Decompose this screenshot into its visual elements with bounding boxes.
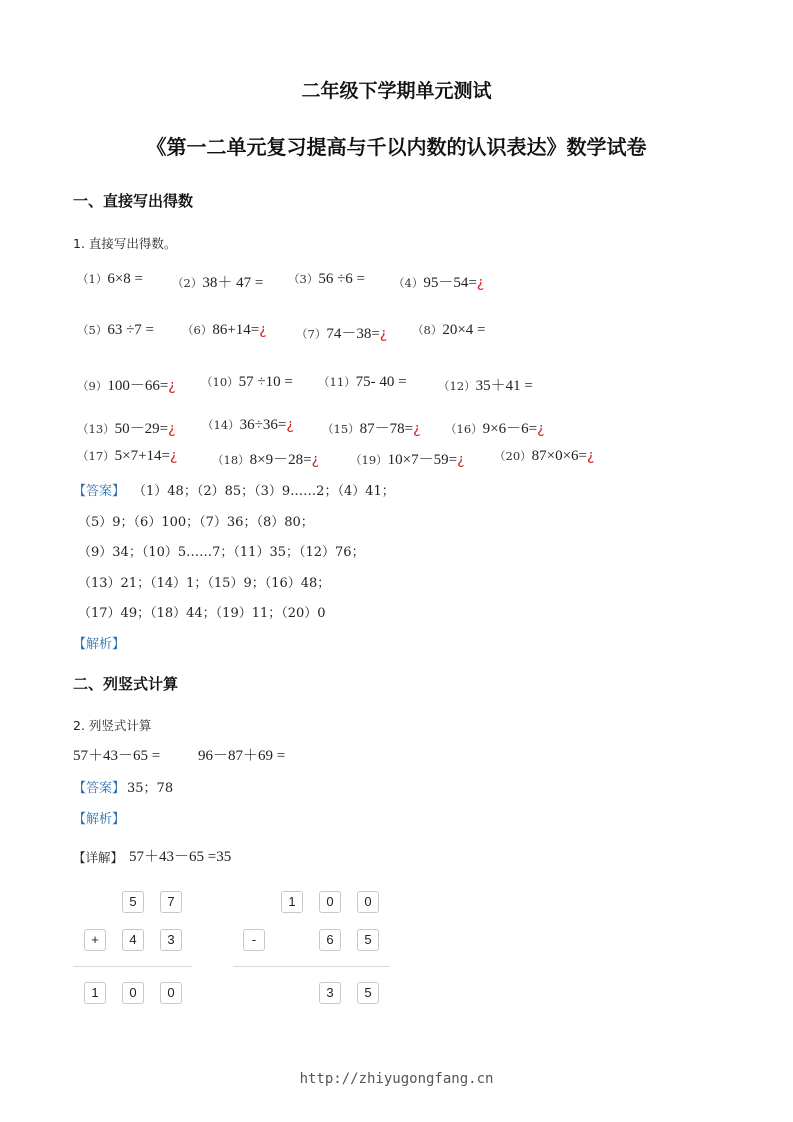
exercise-number: （5） bbox=[77, 323, 108, 337]
exercise-expression: 56 ÷6 = bbox=[318, 271, 366, 287]
operator-box: - bbox=[243, 929, 265, 951]
answer-tag-2: 【答案】 bbox=[73, 781, 126, 796]
digit-box: 1 bbox=[84, 982, 106, 1004]
exercise-number: （8） bbox=[412, 323, 443, 337]
placeholder-mark: ¿ bbox=[168, 378, 176, 394]
exercise-item bbox=[438, 374, 533, 395]
exercise-number: （1） bbox=[77, 272, 108, 286]
exercise-item bbox=[350, 448, 465, 469]
placeholder-mark: ¿ bbox=[457, 452, 465, 468]
question-2: 2. 列竖式计算 bbox=[73, 718, 152, 733]
digit-box: 0 bbox=[122, 982, 144, 1004]
exercise-number: （7） bbox=[296, 327, 327, 341]
exercise-expression: 10×7－59= bbox=[387, 452, 458, 468]
placeholder-mark: ¿ bbox=[168, 421, 176, 437]
exercise-number: （4） bbox=[393, 276, 424, 290]
detail-tag: 【详解】 bbox=[73, 850, 124, 865]
exercise-number: （15） bbox=[322, 422, 360, 436]
question-1: 1. 直接写出得数。 bbox=[73, 236, 177, 251]
exercise-item bbox=[77, 322, 154, 339]
exercise-expression: 6×8 = bbox=[107, 271, 143, 287]
exercise-expression: 75- 40 = bbox=[355, 374, 407, 390]
answer-2: 35；78 bbox=[127, 781, 174, 796]
exercise-number: （19） bbox=[350, 453, 388, 467]
exercise-expression: 36÷36= bbox=[239, 417, 287, 433]
exercise-number: （6） bbox=[182, 323, 213, 337]
answer-tag: 【答案】 bbox=[73, 484, 126, 499]
placeholder-mark: ¿ bbox=[259, 322, 267, 338]
exercise-expression: 87×0×6= bbox=[531, 448, 588, 464]
digit-box: 6 bbox=[319, 929, 341, 951]
exercise-item bbox=[393, 271, 484, 292]
vertical-expr-2: 96－87＋69 = bbox=[198, 748, 286, 764]
answer-line: （13）21；（14）1；（15）9；（16）48； bbox=[78, 576, 331, 591]
exercise-number: （16） bbox=[445, 422, 483, 436]
placeholder-mark: ¿ bbox=[379, 326, 388, 342]
analysis-tag-2: 【解析】 bbox=[73, 812, 126, 827]
exercise-item bbox=[322, 417, 421, 438]
footer-url[interactable]: http://zhiyugongfang.cn bbox=[299, 1071, 494, 1087]
exercise-expression: 57 ÷10 = bbox=[238, 374, 293, 390]
page-title: 二年级下学期单元测试 bbox=[301, 80, 492, 102]
exercise-number: （13） bbox=[77, 422, 115, 436]
exercise-expression: 38＋ 47 = bbox=[202, 275, 264, 291]
exercise-expression: 74－38= bbox=[326, 326, 380, 342]
operator-box: + bbox=[84, 929, 106, 951]
vertical-expr-1: 57＋43－65 = bbox=[73, 748, 161, 764]
analysis-tag: 【解析】 bbox=[73, 637, 126, 652]
exercise-item bbox=[201, 374, 293, 391]
exercise-item bbox=[77, 417, 176, 438]
answer-line: （1）48；（2）85；（3）9……2；（4）41； bbox=[133, 484, 395, 499]
exercise-expression: 95－54= bbox=[423, 275, 477, 291]
exercise-item bbox=[77, 374, 176, 395]
section2-heading: 二、列竖式计算 bbox=[73, 675, 179, 693]
exercise-number: （2） bbox=[172, 276, 203, 290]
exercise-item bbox=[182, 322, 267, 339]
exercise-expression: 100－66= bbox=[107, 378, 169, 394]
exercise-item bbox=[494, 448, 594, 465]
digit-box: 0 bbox=[357, 891, 379, 913]
exercise-item bbox=[212, 448, 319, 469]
digit-box: 5 bbox=[122, 891, 144, 913]
exercise-item bbox=[318, 374, 407, 391]
exercise-item bbox=[77, 448, 177, 465]
exercise-number: （12） bbox=[438, 379, 476, 393]
exercise-number: （3） bbox=[288, 272, 319, 286]
result-line bbox=[73, 966, 192, 967]
exercise-number: （14） bbox=[202, 418, 240, 432]
answer-line: （17）49；（18）44；（19）11；（20）0 bbox=[78, 606, 326, 621]
digit-box: 0 bbox=[319, 891, 341, 913]
digit-box: 5 bbox=[357, 982, 379, 1004]
exercise-expression: 87－78= bbox=[359, 421, 414, 437]
exercise-expression: 63 ÷7 = bbox=[107, 322, 155, 338]
placeholder-mark: ¿ bbox=[476, 275, 485, 291]
exercise-number: （17） bbox=[77, 449, 115, 463]
placeholder-mark: ¿ bbox=[286, 417, 294, 433]
exercise-expression: 5×7+14= bbox=[114, 448, 171, 464]
exercise-item bbox=[77, 271, 143, 288]
digit-box: 4 bbox=[122, 929, 144, 951]
exercise-number: （18） bbox=[212, 453, 250, 467]
exercise-number: （20） bbox=[494, 449, 532, 463]
placeholder-mark: ¿ bbox=[587, 448, 595, 464]
result-line bbox=[233, 966, 390, 967]
exercise-item bbox=[202, 417, 294, 434]
exercise-expression: 50－29= bbox=[114, 421, 169, 437]
exercise-item bbox=[296, 322, 387, 343]
digit-box: 5 bbox=[357, 929, 379, 951]
placeholder-mark: ¿ bbox=[413, 421, 421, 437]
exercise-item bbox=[172, 271, 263, 292]
digit-box: 1 bbox=[281, 891, 303, 913]
section1-heading: 一、直接写出得数 bbox=[73, 192, 194, 210]
answer-line: （5）9；（6）100；（7）36；（8）80； bbox=[78, 515, 314, 530]
digit-box: 3 bbox=[160, 929, 182, 951]
placeholder-mark: ¿ bbox=[170, 448, 178, 464]
exercise-number: （11） bbox=[318, 375, 356, 389]
page-subtitle: 《第一二单元复习提高与千以内数的认识表达》数学试卷 bbox=[146, 135, 647, 159]
exercise-item bbox=[445, 417, 545, 438]
exercise-expression: 20×4 = bbox=[442, 322, 486, 338]
exercise-item bbox=[288, 271, 365, 288]
digit-box: 3 bbox=[319, 982, 341, 1004]
answer-line: （9）34；（10）5……7；（11）35；（12）76； bbox=[78, 545, 365, 560]
exercise-expression: 35＋41 = bbox=[475, 378, 533, 394]
exercise-number: （10） bbox=[201, 375, 239, 389]
placeholder-mark: ¿ bbox=[537, 421, 545, 437]
exercise-expression: 9×6－6= bbox=[482, 421, 538, 437]
digit-box: 7 bbox=[160, 891, 182, 913]
exercise-item bbox=[412, 322, 486, 339]
exercise-number: （9） bbox=[77, 379, 108, 393]
placeholder-mark: ¿ bbox=[311, 452, 319, 468]
exercise-expression: 8×9－28= bbox=[249, 452, 312, 468]
exercise-expression: 86+14= bbox=[212, 322, 260, 338]
detail-expression: 57＋43－65 =35 bbox=[129, 849, 232, 865]
digit-box: 0 bbox=[160, 982, 182, 1004]
